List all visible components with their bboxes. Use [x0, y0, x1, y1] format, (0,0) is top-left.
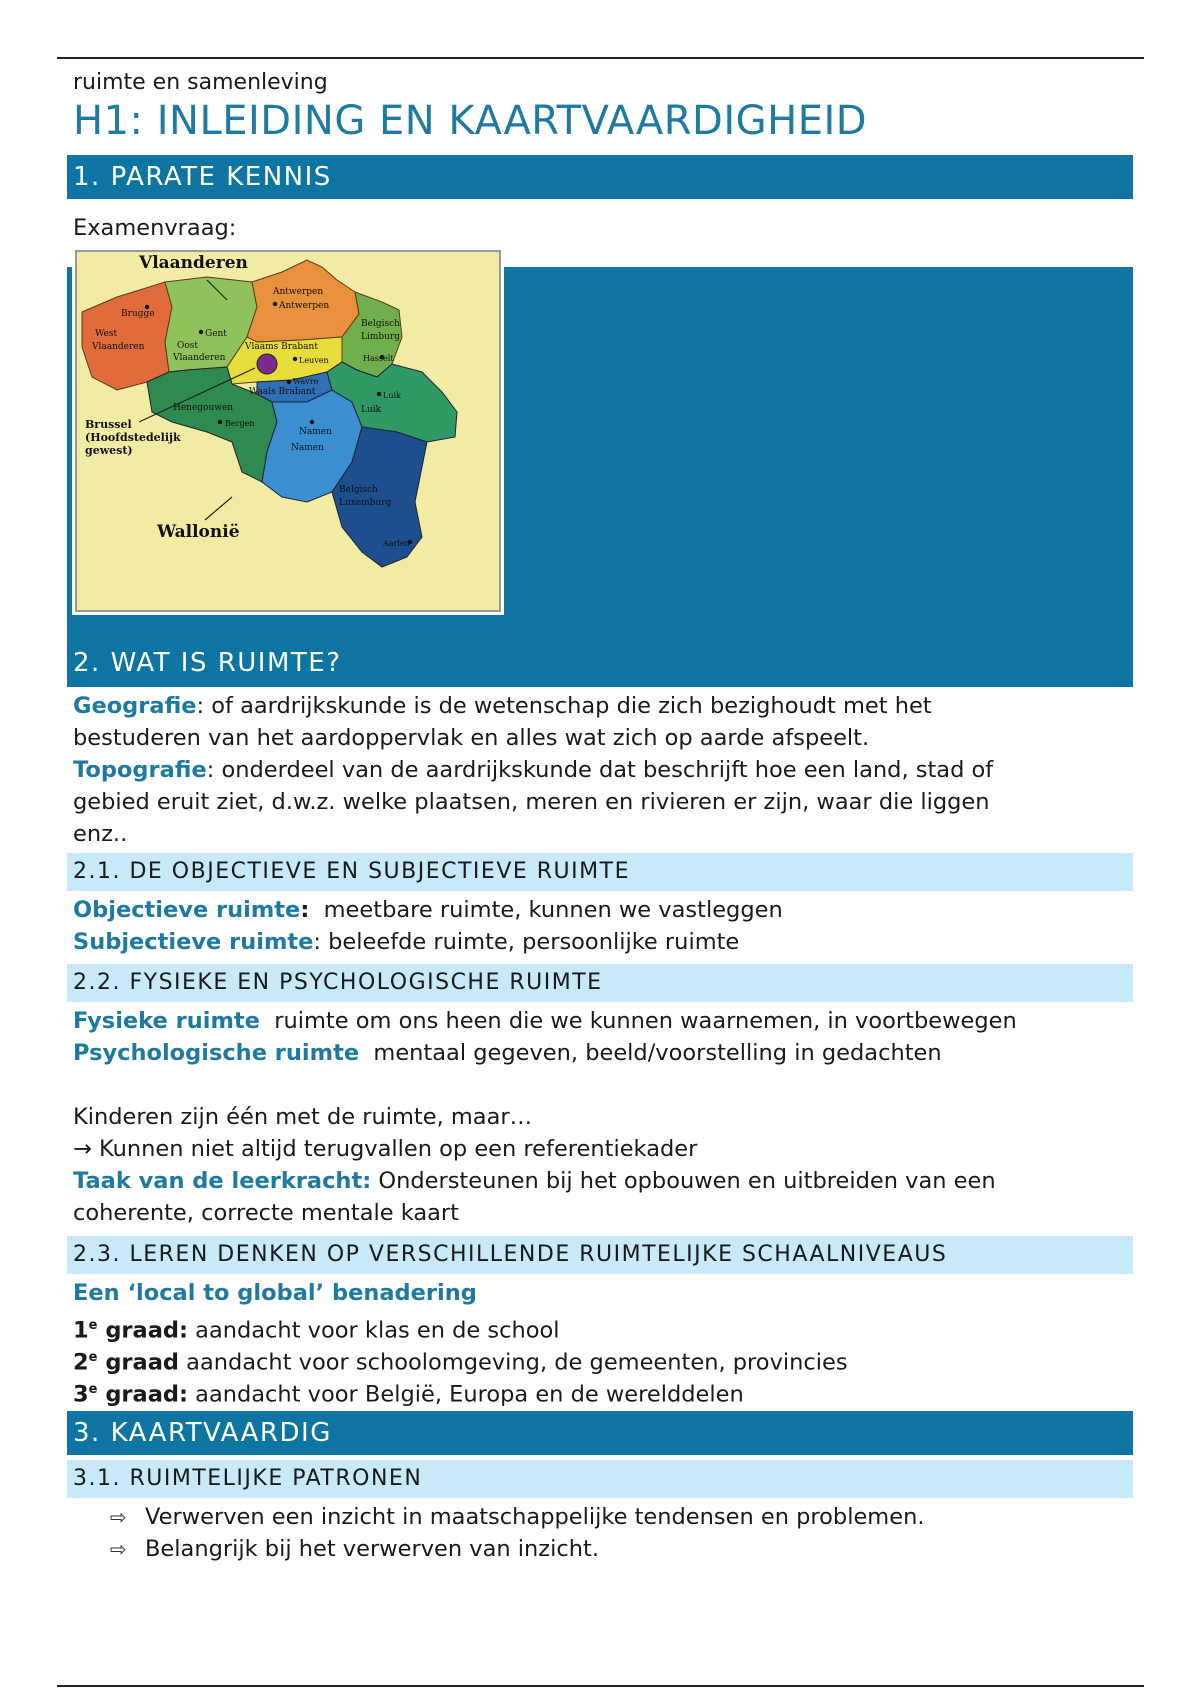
map-dot-namen: [310, 420, 314, 424]
map-label-west-1: West: [95, 329, 118, 339]
map-label-antwerpen-city: Antwerpen: [279, 301, 330, 311]
term-subjectieve-ruimte: Subjectieve ruimte: [73, 929, 314, 955]
map-dot-leuven: [293, 357, 297, 361]
definition-fysieke-ruimte: [73, 1005, 1017, 1037]
belgium-map: [75, 250, 501, 612]
section-heading-parate-kennis: 1. PARATE KENNIS: [67, 155, 1133, 199]
map-dot-luik: [377, 392, 381, 396]
map-label-brussel-1: Brussel: [85, 418, 132, 431]
subjectief-text: : beleefde ruimte, persoonlijke ruimte: [313, 929, 740, 955]
map-label-hasselt: Hasselt: [363, 354, 394, 363]
objectief-colon: :: [300, 897, 310, 923]
map-label-oost-1: Oost: [177, 341, 199, 351]
map-label-gent: Gent: [205, 329, 227, 339]
map-label-brussel-2: (Hoofdstedelijk: [85, 431, 181, 444]
grade-1-num: 1: [73, 1317, 89, 1344]
map-label-oost-2: Vlaanderen: [173, 353, 226, 363]
map-label-brussel-3: gewest): [85, 444, 133, 457]
definition-objectieve-ruimte: [73, 894, 783, 926]
definition-psychologische-ruimte: [73, 1037, 942, 1069]
map-label-vl-brabant: Vlaams Brabant: [245, 342, 318, 352]
grade-2-num: 2: [73, 1349, 89, 1376]
map-label-brugge: Brugge: [121, 309, 155, 319]
map-label-lux-1: Belgisch: [339, 485, 378, 495]
map-dot-antwerpen: [273, 302, 277, 306]
bottom-rule: [57, 1685, 1144, 1687]
term-geografie: Geografie: [73, 693, 197, 719]
map-label-lux-2: Luxemburg: [339, 498, 392, 508]
definition-topografie: [73, 754, 993, 786]
fysiek-text: ruimte om ons heen die we kunnen waarnemen, in voortbewegen: [274, 1008, 1017, 1034]
map-arrow-wallonie: [205, 497, 232, 520]
subsection-heading-2-3: 2.3. LEREN DENKEN OP VERSCHILLENDE RUIMTELIJKE SCHAALNIVEAUS: [67, 1236, 1133, 1274]
subsection-heading-2-1: 2.1. DE OBJECTIEVE EN SUBJECTIEVE RUIMTE: [67, 853, 1133, 891]
subsection-heading-2-2: 2.2. FYSIEKE EN PSYCHOLOGISCHE RUIMTE: [67, 964, 1133, 1002]
geografie-text-2: bestuderen van het aardoppervlak en alles wat zich op aarde afspeelt.: [73, 725, 870, 751]
term-psychologische-ruimte: Psychologische ruimte: [73, 1040, 360, 1066]
map-label-bergen: Bergen: [225, 419, 255, 428]
grade-3-text: aandacht voor België, Europa en de werelddelen: [188, 1381, 744, 1408]
term-topografie: Topografie: [73, 757, 207, 783]
grade-2-sup: e: [88, 1350, 98, 1365]
grade-1-sup: e: [88, 1318, 98, 1333]
map-label-west-2: Vlaanderen: [92, 342, 145, 352]
map-dot-gent: [199, 330, 203, 334]
exam-label: Examenvraag:: [73, 215, 237, 241]
map-label-limburg-2: Limburg: [361, 332, 401, 342]
grade-1-label: graad:: [97, 1317, 188, 1344]
referentiekader-text: → Kunnen niet altijd terugvallen op een referentiekader: [73, 1136, 698, 1162]
grade-3-sup: e: [88, 1382, 98, 1397]
map-label-namen-city: Namen: [299, 427, 332, 437]
map-label-vlaanderen: Vlaanderen: [139, 253, 248, 273]
grade-3-line: [73, 1374, 744, 1411]
map-label-antwerpen-prov: Antwerpen: [273, 287, 324, 297]
map-label-henegouwen: Henegouwen: [173, 403, 234, 413]
grade-1-text: aandacht voor klas en de school: [188, 1317, 560, 1344]
map-dot-bergen: [218, 420, 222, 424]
term-taak-leerkracht: Taak van de leerkracht:: [73, 1168, 372, 1194]
map-dot-wavre: [287, 380, 291, 384]
top-rule: [57, 57, 1144, 59]
section-heading-wat-is-ruimte: 2. WAT IS RUIMTE?: [73, 648, 342, 678]
kinderen-text: Kinderen zijn één met de ruimte, maar…: [73, 1104, 533, 1130]
topografie-text-3: enz..: [73, 821, 128, 847]
local-to-global-heading: Een ‘local to global’ benadering: [73, 1280, 477, 1306]
subsection-heading-3-1: 3.1. RUIMTELIJKE PATRONEN: [67, 1460, 1133, 1498]
map-label-wallonie: Wallonië: [157, 522, 240, 542]
arrow-bullet-icon: ⇨: [110, 1537, 127, 1561]
bullet-item: Verwerven een inzicht in maatschappelijke tendensen en problemen.: [145, 1504, 925, 1530]
map-label-waals-brabant: Waals Brabant: [249, 387, 316, 397]
map-label-leuven: Leuven: [299, 356, 329, 365]
topografie-text-2: gebied eruit ziet, d.w.z. welke plaatsen, meren en rivieren er zijn, waar die liggen: [73, 789, 990, 815]
course-subject: ruimte en samenleving: [73, 70, 328, 95]
grade-2-label: graad: [97, 1349, 179, 1376]
grade-3-label: graad:: [97, 1381, 188, 1408]
taak-text-2: coherente, correcte mentale kaart: [73, 1200, 460, 1226]
section-heading-kaartvaardig: 3. KAARTVAARDIG: [67, 1411, 1133, 1455]
map-region-brussel: [257, 354, 277, 374]
bullet-item: Belangrijk bij het verwerven van inzicht.: [145, 1536, 599, 1562]
map-label-luik-city: Luik: [383, 391, 401, 400]
map-label-limburg-1: Belgisch: [361, 319, 400, 329]
page-title: H1: INLEIDING EN KAARTVAARDIGHEID: [73, 98, 868, 144]
geografie-text-1: : of aardrijkskunde is de wetenschap die zich bezighoudt met het: [196, 693, 932, 719]
arrow-bullet-icon: ⇨: [110, 1505, 127, 1529]
psych-text: mentaal gegeven, beeld/voorstelling in gedachten: [373, 1040, 942, 1066]
taak-leerkracht: [73, 1165, 996, 1197]
map-label-luik-prov: Luik: [361, 405, 382, 415]
definition-geografie: [73, 690, 932, 722]
term-fysieke-ruimte: Fysieke ruimte: [73, 1008, 260, 1034]
taak-text-1: Ondersteunen bij het opbouwen en uitbreiden van een: [378, 1168, 996, 1194]
definition-subjectieve-ruimte: [73, 926, 739, 958]
grade-3-num: 3: [73, 1381, 89, 1408]
topografie-text-1: : onderdeel van de aardrijkskunde dat beschrijft hoe een land, stad of: [206, 757, 994, 783]
map-label-wavre: Wavre: [293, 377, 319, 386]
map-label-namen-prov: Namen: [291, 443, 324, 453]
objectief-text: meetbare ruimte, kunnen we vastleggen: [323, 897, 783, 923]
term-objectieve-ruimte: Objectieve ruimte: [73, 897, 301, 923]
grade-2-text: aandacht voor schoolomgeving, de gemeenten, provincies: [179, 1349, 848, 1376]
map-label-aarlen: Aarlen: [383, 539, 410, 548]
